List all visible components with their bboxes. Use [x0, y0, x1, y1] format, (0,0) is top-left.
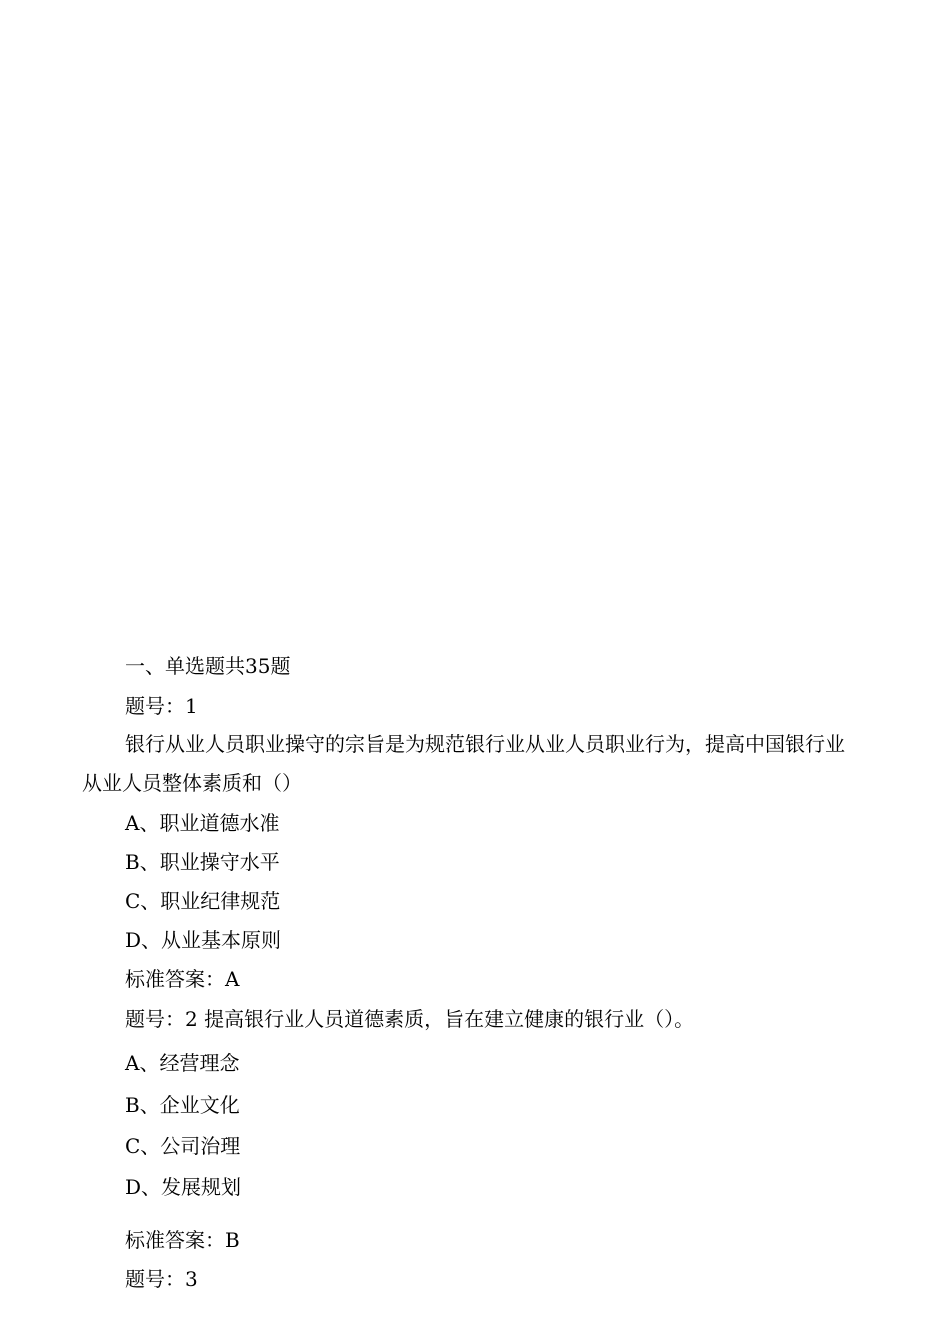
- question-1-option-a: A、职业道德水准: [125, 811, 280, 835]
- question-2-answer: 标准答案：B: [125, 1228, 240, 1252]
- question-1-answer: 标准答案：A: [125, 967, 240, 991]
- question-2-option-c: C、公司治理: [125, 1134, 241, 1158]
- question-2-stem: 题号：2 提高银行业人员道德素质，旨在建立健康的银行业（）。: [125, 1007, 695, 1031]
- question-3-number: 题号：3: [125, 1267, 198, 1291]
- question-2-option-b: B、企业文化: [125, 1093, 240, 1117]
- question-1-option-d: D、从业基本原则: [125, 928, 282, 952]
- question-1-stem: 银行从业人员职业操守的宗旨是为规范银行业从业人员职业行为，提高中国银行业从业人员整体素质和（）: [82, 732, 845, 795]
- question-2-option-a: A、经营理念: [125, 1051, 240, 1075]
- section-title: 一、单选题共35题: [125, 654, 291, 678]
- question-1-option-c: C、职业纪律规范: [125, 889, 281, 913]
- question-1-number: 题号：1: [125, 694, 198, 718]
- question-2-option-d: D、发展规划: [125, 1175, 242, 1199]
- question-1-option-b: B、职业操守水平: [125, 850, 280, 874]
